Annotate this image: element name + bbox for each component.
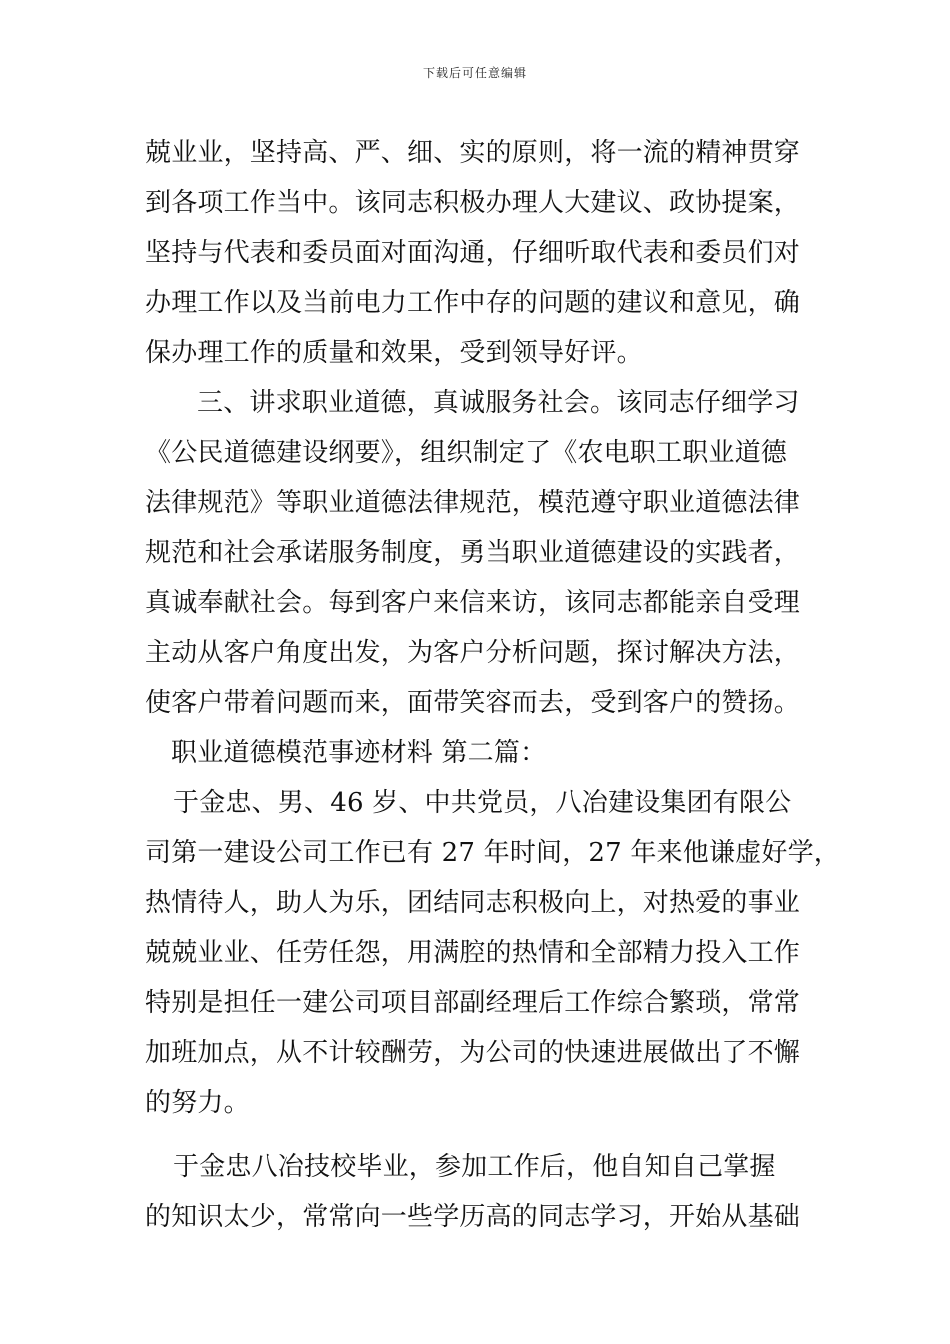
paragraph: [145, 778, 840, 1128]
paragraph-spacer: [145, 1128, 810, 1142]
text-line: 兢业业，坚持高、严、细、实的原则，将一流的精神贯穿: [145, 138, 801, 168]
text-line: 加班加点，从不计较酬劳，为公司的快速进展做出了不懈: [145, 1038, 801, 1068]
text-line: 到各项工作当中。该同志积极办理人大建议、政协提案，: [145, 188, 801, 218]
paragraph: [145, 1142, 810, 1242]
text-line: 主动从客户角度出发，为客户分析问题，探讨解决方法，: [145, 638, 801, 668]
text-line: 真诚奉献社会。每到客户来信来访，该同志都能亲自受理: [145, 588, 801, 618]
document-body: [145, 128, 840, 1242]
text-line: 保办理工作的质量和效果，受到领导好评。: [145, 338, 643, 368]
page-header: 下载后可任意编辑: [422, 66, 527, 80]
section-title: 职业道德模范事迹材料 第二篇：: [171, 738, 547, 768]
text-line: 使客户带着问题而来，面带笑容而去，受到客户的赞扬。: [145, 688, 801, 718]
text-line: 办理工作以及当前电力工作中存的问题的建议和意见，确: [145, 288, 801, 318]
paragraph: [145, 378, 810, 728]
text-line: 兢兢业业、任劳任怨，用满腔的热情和全部精力投入工作: [145, 938, 801, 968]
text-line: 规范和社会承诺服务制度，勇当职业道德建设的实践者，: [145, 538, 801, 568]
text-line: 于金忠、男、46 岁、中共党员，八冶建设集团有限公: [173, 788, 792, 818]
text-line: 三、讲求职业道德，真诚服务社会。该同志仔细学习: [197, 388, 800, 418]
text-line: 于金忠八冶技校毕业，参加工作后，他自知自己掌握: [173, 1152, 776, 1182]
text-line: 特别是担任一建公司项目部副经理后工作综合繁琐，常常: [145, 988, 801, 1018]
text-line: 《公民道德建设纲要》，组织制定了《农电职工职业道德: [145, 438, 788, 468]
section-heading: [145, 728, 810, 778]
paragraph: [145, 128, 810, 378]
text-line: 法律规范》等职业道德法律规范，模范遵守职业道德法律: [145, 488, 801, 518]
text-line: 司第一建设公司工作已有 27 年时间，27 年来他谦虚好学，: [145, 838, 840, 868]
text-line: 坚持与代表和委员面对面沟通，仔细听取代表和委员们对: [145, 238, 801, 268]
text-line: 的努力。: [145, 1088, 250, 1118]
text-line: 的知识太少，常常向一些学历高的同志学习，开始从基础: [145, 1202, 801, 1232]
text-line: 热情待人，助人为乐，团结同志积极向上，对热爱的事业: [145, 888, 801, 918]
